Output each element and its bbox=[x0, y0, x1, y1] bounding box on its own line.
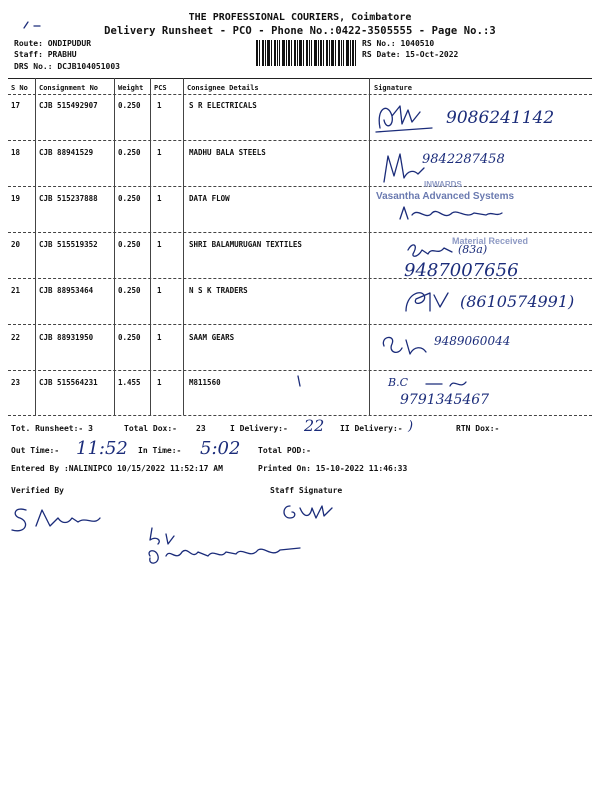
row-consignee: M811560 bbox=[189, 378, 221, 387]
signature-row20 bbox=[404, 238, 460, 260]
printed-on: Printed On: 15-10-2022 11:46:33 bbox=[258, 464, 408, 473]
col-divider-2 bbox=[114, 78, 115, 415]
total-runsheet: Tot. Runsheet:- 3 bbox=[11, 424, 93, 433]
row-consignment: CJB 515564231 bbox=[39, 378, 98, 387]
ii-delivery-label: II Delivery:- bbox=[340, 424, 403, 433]
row-weight: 0.250 bbox=[118, 148, 141, 157]
i-delivery-value: 22 bbox=[304, 416, 325, 435]
total-pod-label: Total POD:- bbox=[258, 446, 311, 455]
row-sno: 20 bbox=[11, 240, 21, 249]
runsheet-title: Delivery Runsheet - PCO - Phone No.:0422-3505555 - Page No.:3 bbox=[104, 25, 496, 37]
col-divider-5 bbox=[369, 78, 370, 415]
col-header-sno: S No bbox=[11, 84, 28, 92]
signature-row19 bbox=[396, 203, 506, 225]
entered-by: Entered By :NALINIPCO 10/15/2022 11:52:17 AM bbox=[11, 464, 223, 473]
row-sno: 22 bbox=[11, 333, 21, 342]
row-consignee: MADHU BALA STEELS bbox=[189, 148, 266, 157]
row-weight: 0.250 bbox=[118, 333, 141, 342]
handwritten-phone: 9086241142 bbox=[446, 108, 555, 128]
signature-row18 bbox=[378, 148, 428, 188]
handwritten-note: (83a) bbox=[458, 243, 488, 256]
row-weight: 0.250 bbox=[118, 194, 141, 203]
manager-signature bbox=[140, 522, 310, 572]
ii-delivery-value: ) bbox=[408, 419, 414, 434]
i-delivery-label: I Delivery:- bbox=[230, 424, 288, 433]
rs-number: RS No.: 1040510 bbox=[362, 39, 435, 48]
stamp-text: INWARDS bbox=[424, 180, 462, 189]
row-consignment: CJB 515237888 bbox=[39, 194, 98, 203]
signature-row17 bbox=[372, 98, 452, 140]
verified-by-signature bbox=[6, 500, 106, 540]
row-consignment: CJB 515492907 bbox=[39, 101, 98, 110]
row-divider bbox=[8, 140, 592, 141]
row-consignment: CJB 88941529 bbox=[39, 148, 94, 157]
row-pcs: 1 bbox=[157, 148, 162, 157]
col-header-consignment: Consignment No bbox=[39, 84, 99, 92]
staff-label: Staff: PRABHU bbox=[14, 50, 77, 59]
handwritten-phone: 9487007656 bbox=[404, 260, 519, 281]
drs-number: DRS No.: DCJB104051003 bbox=[14, 62, 120, 71]
row-consignment: CJB 515519352 bbox=[39, 240, 98, 249]
corner-mark bbox=[20, 18, 50, 34]
row-consignee: S R ELECTRICALS bbox=[189, 101, 257, 110]
row-consignment: CJB 88953464 bbox=[39, 286, 94, 295]
handwritten-phone: 9842287458 bbox=[422, 152, 505, 167]
col-divider-4 bbox=[183, 78, 184, 415]
barcode-icon bbox=[256, 40, 356, 66]
signature-row23 bbox=[422, 376, 472, 392]
col-header-weight: Weight bbox=[118, 84, 144, 92]
signature-row21 bbox=[400, 285, 456, 315]
rs-date: RS Date: 15-Oct-2022 bbox=[362, 50, 459, 59]
signature-row22 bbox=[378, 330, 434, 362]
row-sno: 19 bbox=[11, 194, 21, 203]
row-weight: 0.250 bbox=[118, 240, 141, 249]
total-dox-label: Total Dox:- bbox=[124, 424, 177, 433]
row-divider bbox=[8, 232, 592, 233]
row-divider bbox=[8, 186, 592, 187]
row-divider bbox=[8, 324, 592, 325]
row-weight: 0.250 bbox=[118, 101, 141, 110]
in-time-value: 5:02 bbox=[200, 438, 241, 459]
row-divider bbox=[8, 370, 592, 371]
row-pcs: 1 bbox=[157, 240, 162, 249]
row-sno: 17 bbox=[11, 101, 21, 110]
in-time-label: In Time:- bbox=[138, 446, 182, 455]
col-divider-3 bbox=[150, 78, 151, 415]
stamp-text: Vasantha Advanced Systems bbox=[376, 191, 515, 202]
verified-by-label: Verified By bbox=[11, 486, 64, 495]
handwritten-initials: B.C bbox=[388, 376, 408, 389]
row-pcs: 1 bbox=[157, 378, 162, 387]
out-time-value: 11:52 bbox=[76, 438, 128, 459]
row-weight: 0.250 bbox=[118, 286, 141, 295]
out-time-label: Out Time:- bbox=[11, 446, 60, 455]
table-top-border bbox=[8, 78, 592, 79]
handwritten-phone: 9489060044 bbox=[434, 334, 511, 348]
col-header-consignee: Consignee Details bbox=[187, 84, 259, 92]
row-consignee: SAAM GEARS bbox=[189, 333, 235, 342]
col-header-pcs: PCS bbox=[154, 84, 167, 92]
table-bottom-border bbox=[8, 415, 592, 416]
staff-signature bbox=[280, 500, 336, 522]
row-sno: 21 bbox=[11, 286, 21, 295]
staff-signature-label: Staff Signature bbox=[270, 486, 343, 495]
row-pcs: 1 bbox=[157, 101, 162, 110]
row-pcs: 1 bbox=[157, 194, 162, 203]
row-consignment: CJB 88931950 bbox=[39, 333, 94, 342]
col-header-signature: Signature bbox=[374, 84, 412, 92]
total-dox-value: 23 bbox=[196, 424, 206, 433]
header-divider bbox=[8, 94, 592, 95]
handwritten-phone: 9791345467 bbox=[400, 392, 490, 408]
company-name: THE PROFESSIONAL COURIERS, Coimbatore bbox=[188, 12, 412, 23]
tick-mark bbox=[294, 374, 304, 388]
row-consignee: SHRI BALAMURUGAN TEXTILES bbox=[189, 240, 302, 249]
col-divider-1 bbox=[35, 78, 36, 415]
row-consignee: DATA FLOW bbox=[189, 194, 230, 203]
row-sno: 18 bbox=[11, 148, 21, 157]
row-pcs: 1 bbox=[157, 286, 162, 295]
handwritten-phone: (8610574991) bbox=[460, 292, 575, 311]
row-consignee: N S K TRADERS bbox=[189, 286, 248, 295]
route-label: Route: ONDIPUDUR bbox=[14, 39, 92, 48]
row-sno: 23 bbox=[11, 378, 21, 387]
rtn-dox-label: RTN Dox:- bbox=[456, 424, 500, 433]
row-pcs: 1 bbox=[157, 333, 162, 342]
stamp-text: Material Received bbox=[452, 236, 529, 246]
row-weight: 1.455 bbox=[118, 378, 141, 387]
